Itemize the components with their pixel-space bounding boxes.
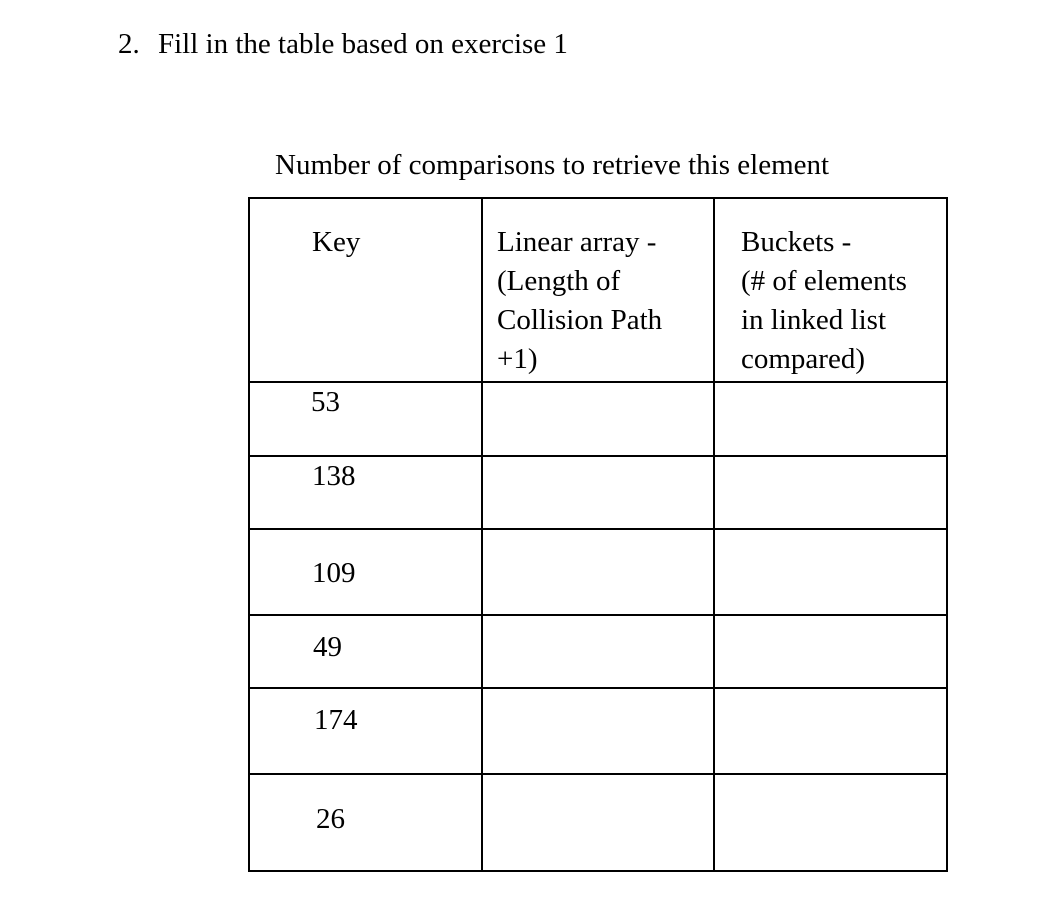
table-row [249,688,947,774]
linear-array-cell[interactable] [482,529,714,615]
table-row [249,382,947,456]
buckets-cell[interactable] [714,382,947,456]
linear-array-cell[interactable] [482,688,714,774]
header-linear-line-1: Linear array - [497,226,657,258]
buckets-cell[interactable] [714,688,947,774]
header-linear-line-2: (Length of [497,265,621,297]
header-key-label: Key [312,226,361,258]
header-buckets-line-4: compared) [741,343,865,375]
question-number: 2. [118,28,140,60]
table-row [249,456,947,529]
table-caption: Number of comparisons to retrieve this element [275,149,830,181]
key-cell: 53 [249,382,482,456]
key-cell: 138 [249,456,482,529]
header-buckets-line-1: Buckets - [741,226,852,258]
table-row [249,529,947,615]
buckets-cell[interactable] [714,456,947,529]
header-buckets-line-3: in linked list [741,304,886,336]
question-text: Fill in the table based on exercise 1 [158,28,568,60]
key-cell: 26 [249,774,482,871]
linear-array-cell[interactable] [482,456,714,529]
buckets-cell[interactable] [714,615,947,688]
buckets-cell[interactable] [714,774,947,871]
comparisons-table [248,197,948,872]
key-cell: 49 [249,615,482,688]
header-buckets-line-2: (# of elements [741,265,907,297]
buckets-cell[interactable] [714,529,947,615]
table-row [249,615,947,688]
question-heading [118,26,568,62]
header-linear-line-4: +1) [497,343,538,375]
header-linear-array [482,198,714,382]
linear-array-cell[interactable] [482,382,714,456]
linear-array-cell[interactable] [482,774,714,871]
linear-array-cell[interactable] [482,615,714,688]
header-buckets [714,198,947,382]
key-cell: 174 [249,688,482,774]
header-key [249,198,482,382]
table-row [249,774,947,871]
table-header-row [249,198,947,382]
key-cell: 109 [249,529,482,615]
header-linear-line-3: Collision Path [497,304,663,336]
